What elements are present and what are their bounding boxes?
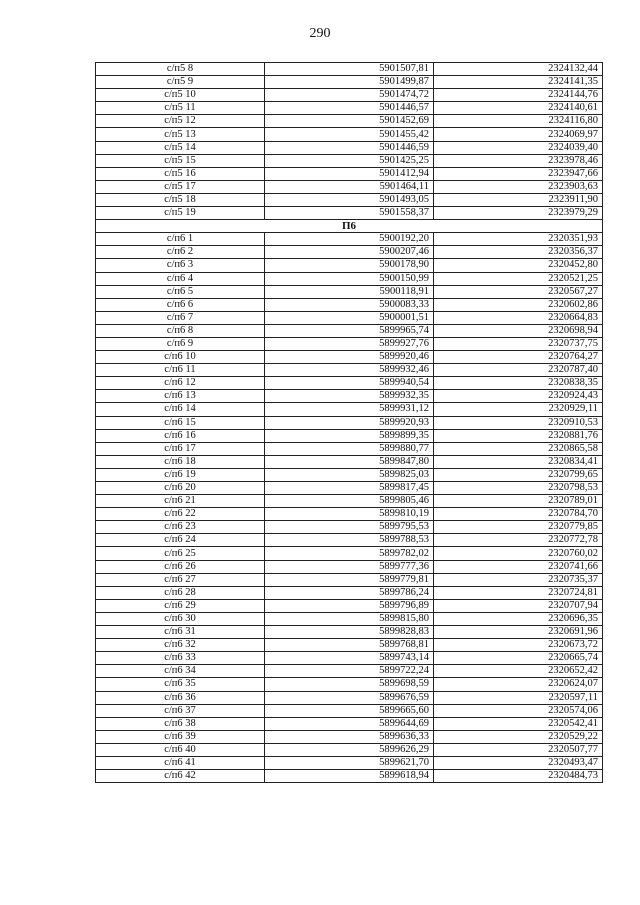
x-coordinate-cell: 5901412,94	[265, 167, 434, 180]
y-coordinate-cell: 2320493,47	[434, 756, 603, 769]
table-row	[96, 730, 603, 743]
x-coordinate-cell: 5901474,72	[265, 89, 434, 102]
y-coordinate-cell: 2324039,40	[434, 141, 603, 154]
y-coordinate-cell: 2323911,90	[434, 193, 603, 206]
table-row	[96, 272, 603, 285]
x-coordinate-cell: 5899965,74	[265, 324, 434, 337]
y-coordinate-cell: 2320789,01	[434, 495, 603, 508]
x-coordinate-cell: 5899644,69	[265, 717, 434, 730]
y-coordinate-cell: 2320673,72	[434, 639, 603, 652]
table-row	[96, 429, 603, 442]
point-name-cell: с/п6 33	[96, 652, 265, 665]
table-row	[96, 770, 603, 783]
table-row	[96, 586, 603, 599]
table-row	[96, 128, 603, 141]
y-coordinate-cell: 2324069,97	[434, 128, 603, 141]
x-coordinate-cell: 5899722,24	[265, 665, 434, 678]
x-coordinate-cell: 5900178,90	[265, 259, 434, 272]
point-name-cell: с/п6 12	[96, 377, 265, 390]
y-coordinate-cell: 2320924,43	[434, 390, 603, 403]
x-coordinate-cell: 5901464,11	[265, 180, 434, 193]
table-row	[96, 691, 603, 704]
point-name-cell: с/п6 42	[96, 770, 265, 783]
table-row	[96, 455, 603, 468]
point-name-cell: с/п6 41	[96, 756, 265, 769]
point-name-cell: с/п6 5	[96, 285, 265, 298]
x-coordinate-cell: 5899782,02	[265, 547, 434, 560]
table-row	[96, 508, 603, 521]
y-coordinate-cell: 2320798,53	[434, 482, 603, 495]
y-coordinate-cell: 2320624,07	[434, 678, 603, 691]
point-name-cell: с/п6 18	[96, 455, 265, 468]
y-coordinate-cell: 2320597,11	[434, 691, 603, 704]
y-coordinate-cell: 2320574,06	[434, 704, 603, 717]
table-row	[96, 285, 603, 298]
point-name-cell: с/п6 31	[96, 626, 265, 639]
x-coordinate-cell: 5901558,37	[265, 207, 434, 220]
point-name-cell: с/п6 4	[96, 272, 265, 285]
x-coordinate-cell: 5899777,36	[265, 560, 434, 573]
x-coordinate-cell: 5901446,57	[265, 102, 434, 115]
point-name-cell: с/п6 30	[96, 612, 265, 625]
table-row	[96, 324, 603, 337]
table-row	[96, 76, 603, 89]
table-row	[96, 154, 603, 167]
point-name-cell: с/п6 24	[96, 534, 265, 547]
y-coordinate-cell: 2323903,63	[434, 180, 603, 193]
x-coordinate-cell: 5899927,76	[265, 337, 434, 350]
y-coordinate-cell: 2320351,93	[434, 233, 603, 246]
group-p6-rows	[96, 233, 603, 783]
x-coordinate-cell: 5901507,81	[265, 63, 434, 76]
point-name-cell: с/п6 37	[96, 704, 265, 717]
y-coordinate-cell: 2320529,22	[434, 730, 603, 743]
table-row	[96, 403, 603, 416]
point-name-cell: с/п6 23	[96, 521, 265, 534]
point-name-cell: с/п6 38	[96, 717, 265, 730]
table-row	[96, 337, 603, 350]
x-coordinate-cell: 5899786,24	[265, 586, 434, 599]
x-coordinate-cell: 5900150,99	[265, 272, 434, 285]
point-name-cell: с/п6 3	[96, 259, 265, 272]
x-coordinate-cell: 5899636,33	[265, 730, 434, 743]
y-coordinate-cell: 2324140,61	[434, 102, 603, 115]
point-name-cell: с/п5 14	[96, 141, 265, 154]
point-name-cell: с/п6 22	[96, 508, 265, 521]
x-coordinate-cell: 5900118,91	[265, 285, 434, 298]
x-coordinate-cell: 5899768,81	[265, 639, 434, 652]
y-coordinate-cell: 2320521,25	[434, 272, 603, 285]
y-coordinate-cell: 2324116,80	[434, 115, 603, 128]
y-coordinate-cell: 2320772,78	[434, 534, 603, 547]
point-name-cell: с/п6 34	[96, 665, 265, 678]
table-row	[96, 599, 603, 612]
y-coordinate-cell: 2320602,86	[434, 298, 603, 311]
point-name-cell: с/п5 9	[96, 76, 265, 89]
x-coordinate-cell: 5899815,80	[265, 612, 434, 625]
point-name-cell: с/п6 39	[96, 730, 265, 743]
table-row	[96, 311, 603, 324]
x-coordinate-cell: 5899899,35	[265, 429, 434, 442]
x-coordinate-cell: 5901452,69	[265, 115, 434, 128]
x-coordinate-cell: 5899665,60	[265, 704, 434, 717]
y-coordinate-cell: 2320452,80	[434, 259, 603, 272]
point-name-cell: с/п6 1	[96, 233, 265, 246]
table-row	[96, 495, 603, 508]
table-row	[96, 298, 603, 311]
point-name-cell: с/п5 19	[96, 207, 265, 220]
y-coordinate-cell: 2320691,96	[434, 626, 603, 639]
point-name-cell: с/п6 20	[96, 482, 265, 495]
table-row	[96, 180, 603, 193]
y-coordinate-cell: 2323979,29	[434, 207, 603, 220]
table-row	[96, 220, 603, 233]
y-coordinate-cell: 2320696,35	[434, 612, 603, 625]
point-name-cell: с/п6 16	[96, 429, 265, 442]
table-row	[96, 534, 603, 547]
y-coordinate-cell: 2320665,74	[434, 652, 603, 665]
y-coordinate-cell: 2320567,27	[434, 285, 603, 298]
x-coordinate-cell: 5899795,53	[265, 521, 434, 534]
x-coordinate-cell: 5899676,59	[265, 691, 434, 704]
x-coordinate-cell: 5899825,03	[265, 468, 434, 481]
point-name-cell: с/п6 36	[96, 691, 265, 704]
table-row	[96, 573, 603, 586]
y-coordinate-cell: 2323978,46	[434, 154, 603, 167]
x-coordinate-cell: 5899698,59	[265, 678, 434, 691]
section-header-p6: П6	[96, 220, 603, 233]
table-row	[96, 416, 603, 429]
x-coordinate-cell: 5901499,87	[265, 76, 434, 89]
table-row	[96, 704, 603, 717]
table-row	[96, 364, 603, 377]
x-coordinate-cell: 5899796,89	[265, 599, 434, 612]
y-coordinate-cell: 2320910,53	[434, 416, 603, 429]
x-coordinate-cell: 5899810,19	[265, 508, 434, 521]
table-row	[96, 115, 603, 128]
point-name-cell: с/п6 17	[96, 442, 265, 455]
y-coordinate-cell: 2320760,02	[434, 547, 603, 560]
point-name-cell: с/п6 25	[96, 547, 265, 560]
point-name-cell: с/п5 10	[96, 89, 265, 102]
coordinates-table	[95, 62, 603, 783]
table-row	[96, 468, 603, 481]
point-name-cell: с/п6 40	[96, 743, 265, 756]
point-name-cell: с/п6 8	[96, 324, 265, 337]
point-name-cell: с/п6 14	[96, 403, 265, 416]
point-name-cell: с/п6 9	[96, 337, 265, 350]
y-coordinate-cell: 2320834,41	[434, 455, 603, 468]
table-row	[96, 652, 603, 665]
x-coordinate-cell: 5901446,59	[265, 141, 434, 154]
table-row	[96, 743, 603, 756]
table-row	[96, 233, 603, 246]
y-coordinate-cell: 2320664,83	[434, 311, 603, 324]
point-name-cell: с/п5 12	[96, 115, 265, 128]
y-coordinate-cell: 2320735,37	[434, 573, 603, 586]
point-name-cell: с/п5 13	[96, 128, 265, 141]
x-coordinate-cell: 5899920,93	[265, 416, 434, 429]
table-row	[96, 167, 603, 180]
table-row	[96, 756, 603, 769]
point-name-cell: с/п6 2	[96, 246, 265, 259]
table-row	[96, 246, 603, 259]
section-header-p6-row	[96, 220, 603, 233]
x-coordinate-cell: 5899743,14	[265, 652, 434, 665]
page-number: 290	[309, 26, 331, 41]
x-coordinate-cell: 5899932,46	[265, 364, 434, 377]
y-coordinate-cell: 2324144,76	[434, 89, 603, 102]
x-coordinate-cell: 5899817,45	[265, 482, 434, 495]
y-coordinate-cell: 2320799,65	[434, 468, 603, 481]
point-name-cell: с/п6 11	[96, 364, 265, 377]
table-row	[96, 626, 603, 639]
y-coordinate-cell: 2320542,41	[434, 717, 603, 730]
table-row	[96, 89, 603, 102]
y-coordinate-cell: 2320741,66	[434, 560, 603, 573]
x-coordinate-cell: 5899788,53	[265, 534, 434, 547]
y-coordinate-cell: 2320865,58	[434, 442, 603, 455]
point-name-cell: с/п5 18	[96, 193, 265, 206]
table-row	[96, 482, 603, 495]
y-coordinate-cell: 2320787,40	[434, 364, 603, 377]
x-coordinate-cell: 5899880,77	[265, 442, 434, 455]
point-name-cell: с/п6 10	[96, 351, 265, 364]
point-name-cell: с/п5 11	[96, 102, 265, 115]
point-name-cell: с/п6 32	[96, 639, 265, 652]
y-coordinate-cell: 2324141,35	[434, 76, 603, 89]
table-row	[96, 207, 603, 220]
y-coordinate-cell: 2320929,11	[434, 403, 603, 416]
x-coordinate-cell: 5900207,46	[265, 246, 434, 259]
point-name-cell: с/п5 15	[96, 154, 265, 167]
x-coordinate-cell: 5901455,42	[265, 128, 434, 141]
y-coordinate-cell: 2320698,94	[434, 324, 603, 337]
table-row	[96, 547, 603, 560]
x-coordinate-cell: 5899618,94	[265, 770, 434, 783]
table-row	[96, 717, 603, 730]
point-name-cell: с/п6 19	[96, 468, 265, 481]
y-coordinate-cell: 2320764,27	[434, 351, 603, 364]
table-row	[96, 193, 603, 206]
table-row	[96, 390, 603, 403]
y-coordinate-cell: 2324132,44	[434, 63, 603, 76]
point-name-cell: с/п6 13	[96, 390, 265, 403]
x-coordinate-cell: 5901425,25	[265, 154, 434, 167]
x-coordinate-cell: 5899920,46	[265, 351, 434, 364]
x-coordinate-cell: 5899621,70	[265, 756, 434, 769]
y-coordinate-cell: 2320881,76	[434, 429, 603, 442]
table-row	[96, 377, 603, 390]
table-row	[96, 63, 603, 76]
table-row	[96, 102, 603, 115]
x-coordinate-cell: 5899940,54	[265, 377, 434, 390]
point-name-cell: с/п6 27	[96, 573, 265, 586]
point-name-cell: с/п6 35	[96, 678, 265, 691]
point-name-cell: с/п6 15	[96, 416, 265, 429]
x-coordinate-cell: 5901493,05	[265, 193, 434, 206]
point-name-cell: с/п6 21	[96, 495, 265, 508]
y-coordinate-cell: 2320784,70	[434, 508, 603, 521]
point-name-cell: с/п6 29	[96, 599, 265, 612]
point-name-cell: с/п6 26	[96, 560, 265, 573]
y-coordinate-cell: 2320838,35	[434, 377, 603, 390]
y-coordinate-cell: 2320779,85	[434, 521, 603, 534]
table-row	[96, 351, 603, 364]
x-coordinate-cell: 5900192,20	[265, 233, 434, 246]
y-coordinate-cell: 2323947,66	[434, 167, 603, 180]
y-coordinate-cell: 2320652,42	[434, 665, 603, 678]
table-row	[96, 639, 603, 652]
point-name-cell: с/п6 28	[96, 586, 265, 599]
table-row	[96, 141, 603, 154]
point-name-cell: с/п5 16	[96, 167, 265, 180]
x-coordinate-cell: 5899779,81	[265, 573, 434, 586]
table-row	[96, 678, 603, 691]
table-row	[96, 259, 603, 272]
y-coordinate-cell: 2320356,37	[434, 246, 603, 259]
y-coordinate-cell: 2320507,77	[434, 743, 603, 756]
x-coordinate-cell: 5899828,83	[265, 626, 434, 639]
point-name-cell: с/п6 6	[96, 298, 265, 311]
x-coordinate-cell: 5900001,51	[265, 311, 434, 324]
x-coordinate-cell: 5899847,80	[265, 455, 434, 468]
point-name-cell: с/п5 17	[96, 180, 265, 193]
table-row	[96, 665, 603, 678]
table-row	[96, 442, 603, 455]
y-coordinate-cell: 2320724,81	[434, 586, 603, 599]
point-name-cell: с/п6 7	[96, 311, 265, 324]
table-row	[96, 560, 603, 573]
y-coordinate-cell: 2320737,75	[434, 337, 603, 350]
point-name-cell: с/п5 8	[96, 63, 265, 76]
x-coordinate-cell: 5899626,29	[265, 743, 434, 756]
x-coordinate-cell: 5899931,12	[265, 403, 434, 416]
y-coordinate-cell: 2320484,73	[434, 770, 603, 783]
table-row	[96, 612, 603, 625]
table-row	[96, 521, 603, 534]
y-coordinate-cell: 2320707,94	[434, 599, 603, 612]
group-p5-rows	[96, 63, 603, 220]
x-coordinate-cell: 5899805,46	[265, 495, 434, 508]
x-coordinate-cell: 5900083,33	[265, 298, 434, 311]
x-coordinate-cell: 5899932,35	[265, 390, 434, 403]
